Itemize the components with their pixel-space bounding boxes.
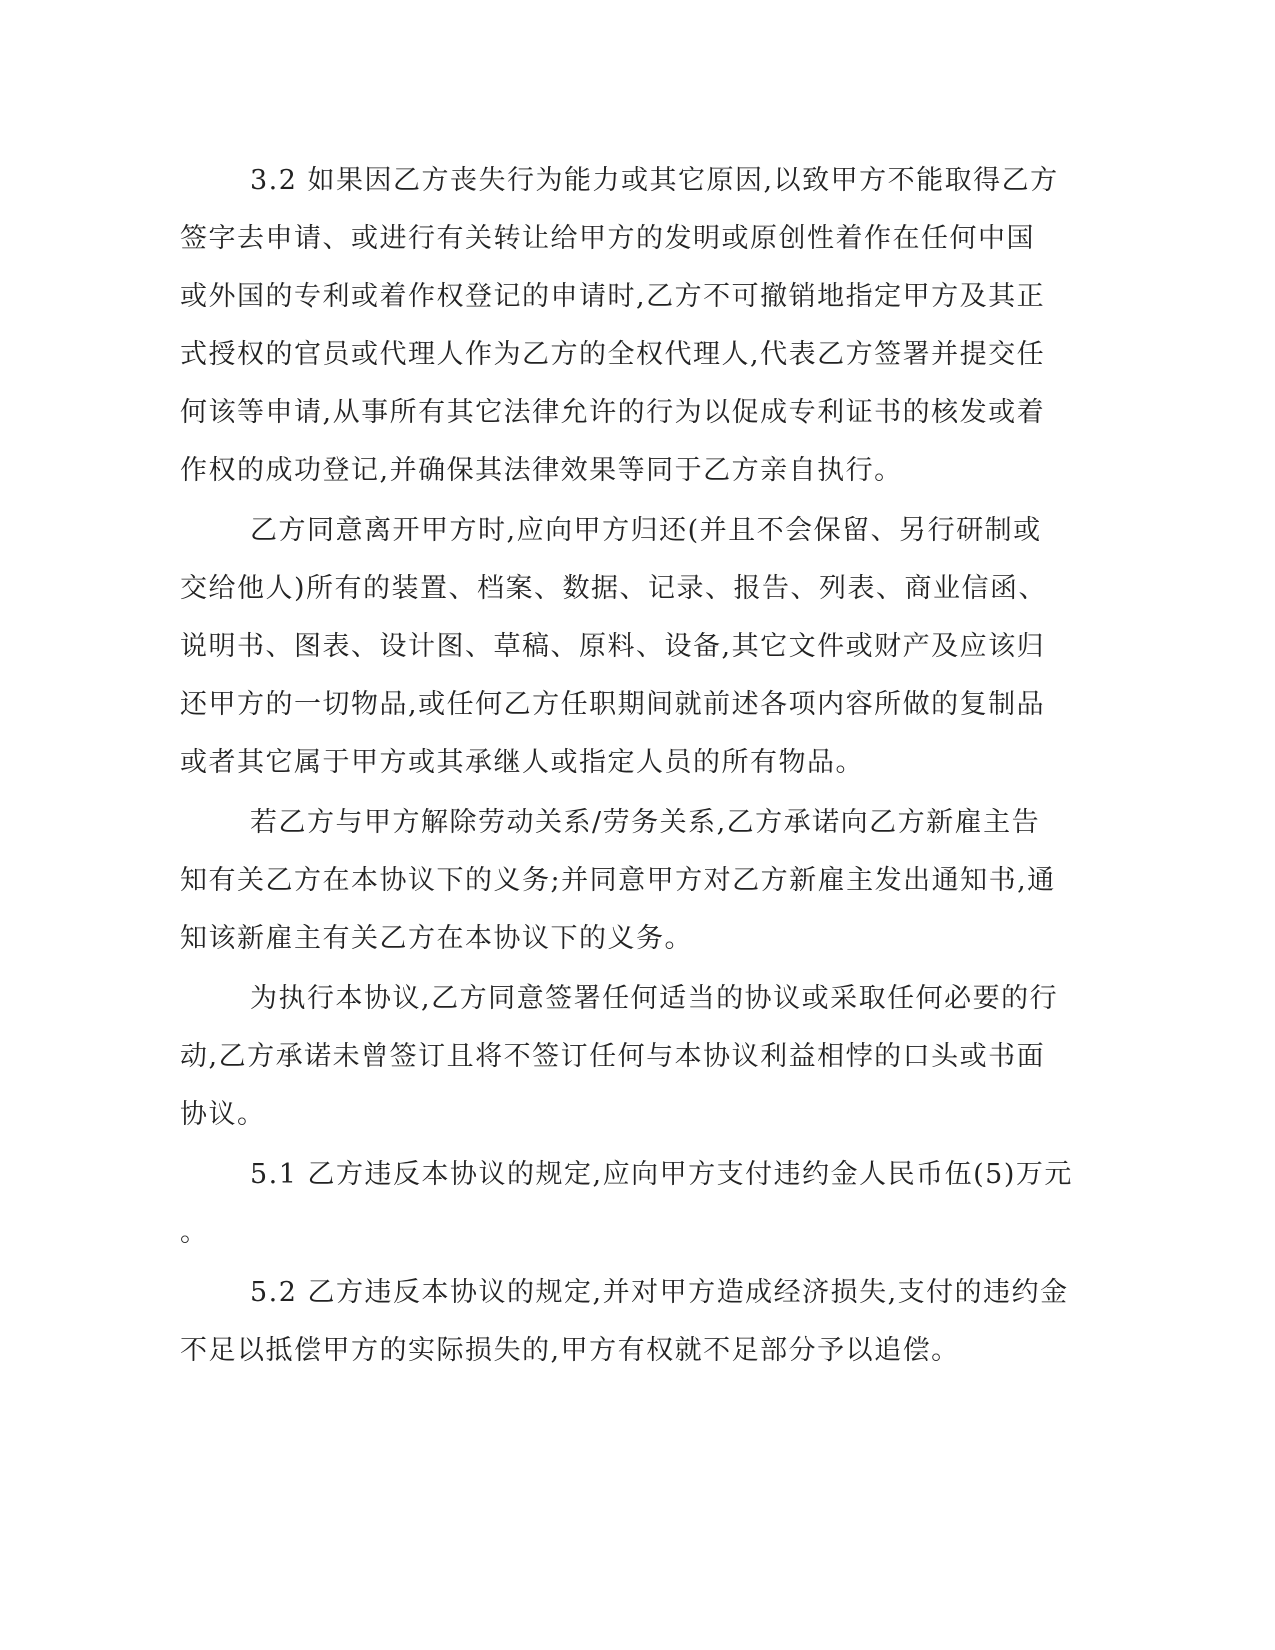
paragraph-2-line-3: 说明书、图表、设计图、草稿、原料、设备,其它文件或财产及应该归 [180,631,1046,662]
clause-5-1-line-2: 。 [180,1217,209,1248]
paragraph-2-line-4: 还甲方的一切物品,或任何乙方任职期间就前述各项内容所做的复制品 [180,689,1046,720]
paragraph-1-line-1: 3.2 如果因乙方丧失行为能力或其它原因,以致甲方不能取得乙方 [250,165,1059,196]
clause-5-2-line-1: 5.2 乙方违反本协议的规定,并对甲方造成经济损失,支付的违约金 [250,1277,1069,1308]
paragraph-1-line-5: 何该等申请,从事所有其它法律允许的行为以促成专利证书的核发或着 [180,397,1046,428]
paragraph-2-line-2: 交给他人)所有的装置、档案、数据、记录、报告、列表、商业信函、 [180,573,1048,604]
clause-5-2-line-2: 不足以抵偿甲方的实际损失的,甲方有权就不足部分予以追偿。 [180,1335,960,1366]
paragraph-1-line-6: 作权的成功登记,并确保其法律效果等同于乙方亲自执行。 [180,455,903,486]
paragraph-1-line-2: 签字去申请、或进行有关转让给甲方的发明或原创性着作在任何中国 [180,223,1035,254]
paragraph-3-line-3: 知该新雇主有关乙方在本协议下的义务。 [180,923,693,954]
paragraph-1-line-4: 式授权的官员或代理人作为乙方的全权代理人,代表乙方签署并提交任 [180,339,1046,370]
paragraph-4-line-1: 为执行本协议,乙方同意签署任何适当的协议或采取任何必要的行 [250,983,1059,1014]
clause-5-1-line-1: 5.1 乙方违反本协议的规定,应向甲方支付违约金人民币伍(5)万元 [250,1159,1073,1190]
paragraph-4-line-3: 协议。 [180,1099,266,1130]
paragraph-3-line-1: 若乙方与甲方解除劳动关系/劳务关系,乙方承诺向乙方新雇主告 [250,807,1041,838]
paragraph-2-line-5: 或者其它属于甲方或其承继人或指定人员的所有物品。 [180,747,864,778]
paragraph-2-line-1: 乙方同意离开甲方时,应向甲方归还(并且不会保留、另行研制或 [250,515,1042,546]
paragraph-3-line-2: 知有关乙方在本协议下的义务;并同意甲方对乙方新雇主发出通知书,通 [180,865,1056,896]
paragraph-4-line-2: 动,乙方承诺未曾签订且将不签订任何与本协议利益相悖的口头或书面 [180,1041,1046,1072]
paragraph-1-line-3: 或外国的专利或着作权登记的申请时,乙方不可撤销地指定甲方及其正 [180,281,1046,312]
